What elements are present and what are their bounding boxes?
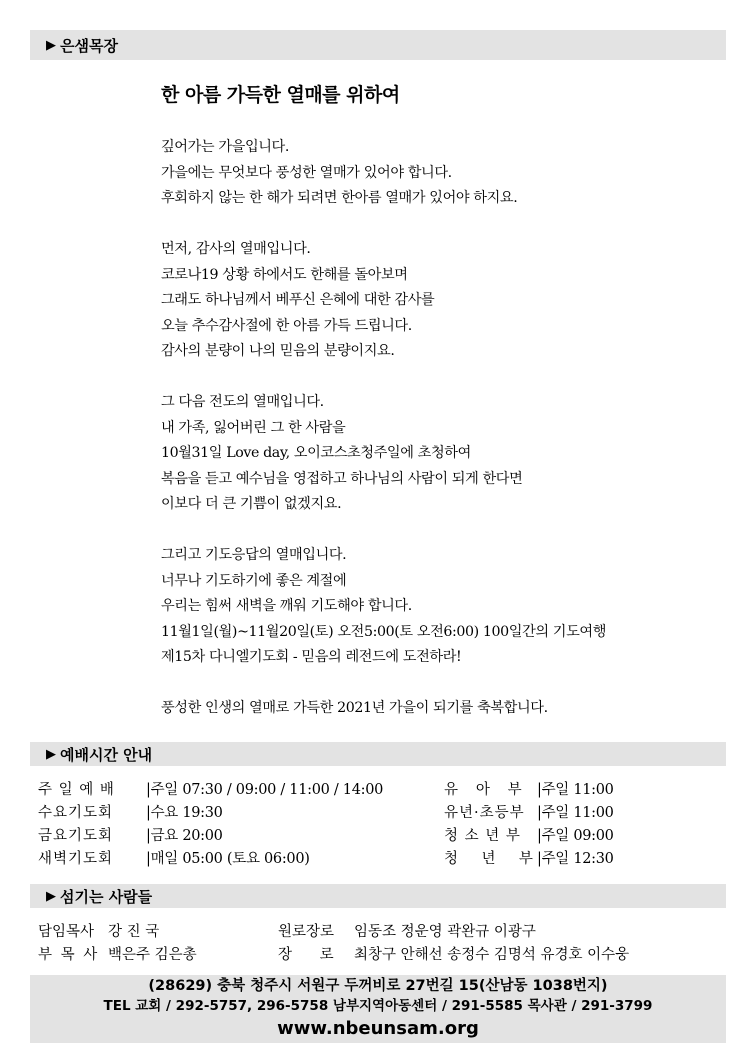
article-line: 10월31일 Love day, 오이코스초청주일에 초청하여 [161, 445, 471, 461]
article-line: 깊어가는 가을입니다. [161, 139, 289, 155]
worship-time: 금요 20:00 [150, 828, 223, 844]
worship-row: 수요기도회 |수요 19:30 [38, 802, 383, 825]
section-header-label: 은샘목장 [60, 36, 118, 55]
article-line: 제15차 다니엘기도회 - 믿음의 레전드에 도전하라! [161, 649, 462, 665]
section-header-label: 섬기는 사람들 [60, 887, 153, 906]
worship-label: 새벽기도회 [38, 851, 114, 867]
article-line: 후회하지 않는 한 해가 되려면 한아름 열매가 있어야 하지요. [161, 190, 518, 206]
elder-names: 최창구 안해선 송정수 김명석 유경호 이수웅 [354, 947, 630, 963]
senior-pastor-name: 강 진 국 [108, 924, 160, 940]
article-line: 우리는 힘써 새벽을 깨워 기도해야 합니다. [161, 598, 412, 614]
article-line: 그리고 기도응답의 열매입니다. [161, 547, 347, 563]
article-line: 풍성한 인생의 열매로 가득한 2021년 가을이 되기를 축복합니다. [161, 700, 548, 716]
worship-times-right [444, 779, 614, 871]
footer-phones: TEL 교회 / 292-5757, 296-5758 남부지역아동센터 / 291-5585 목사관 / 291-3799 [103, 998, 653, 1014]
article-line: 감사의 분량이 나의 믿음의 분량이지요. [161, 343, 395, 359]
worship-time: 주일 12:30 [541, 851, 614, 867]
associate-pastor-names: 백은주 김은총 [108, 947, 197, 963]
triangle-bullet-icon: ▶ [46, 746, 56, 762]
article-line: 가을에는 무엇보다 풍성한 열매가 있어야 합니다. [161, 164, 452, 181]
associate-pastor-label: 부 목 사 [38, 947, 100, 963]
worship-label: 청 소 년 부 [444, 828, 521, 844]
triangle-bullet-icon: ▶ [46, 888, 56, 904]
worship-time: 주일 11:00 [541, 805, 614, 821]
worship-time: 주일 09:00 [541, 828, 614, 844]
elder-emeritus-label: 원로장로 [278, 924, 335, 940]
footer-contact [30, 975, 726, 1043]
footer-address: (28629) 충북 청주시 서원구 두꺼비로 27번길 15(산남동 1038번지) [148, 978, 608, 994]
triangle-bullet-icon: ▶ [46, 37, 56, 53]
section-header-pastor [30, 30, 726, 60]
article-line: 코로나19 상황 하에서도 한해를 돌아보며 [161, 266, 408, 283]
section-header-worship [30, 742, 726, 766]
worship-time: 수요 19:30 [150, 805, 223, 821]
worship-label: 금요기도회 [38, 828, 114, 844]
elder-label: 장 로 [278, 947, 334, 963]
article-line: 복음을 듣고 예수님을 영접하고 하나님의 사람이 되게 한다면 [161, 470, 523, 487]
worship-row: 유 아 부 |주일 11:00 [444, 779, 614, 802]
section-header-people [30, 884, 726, 908]
elder-emeritus-names: 임동조 정운영 곽완규 이광구 [354, 924, 536, 940]
article-line: 이보다 더 큰 기쁨이 없겠지요. [161, 496, 342, 512]
staff-left [38, 921, 197, 967]
worship-label: 청 년 부 [444, 851, 534, 867]
worship-times-left [38, 779, 383, 871]
worship-time: 주일 07:30 / 09:00 / 11:00 / 14:00 [150, 782, 384, 798]
staff-right [278, 921, 629, 967]
worship-row: 청 년 부 |주일 12:30 [444, 848, 614, 871]
article-line: 너무나 기도하기에 좋은 계절에 [161, 572, 347, 589]
article-line: 오늘 추수감사절에 한 아름 가득 드립니다. [161, 317, 412, 334]
article-title: 한 아름 가득한 열매를 위하여 [161, 84, 400, 106]
senior-pastor-label: 담임목사 [38, 924, 95, 940]
worship-label: 유 아 부 [444, 782, 523, 798]
worship-time: 매일 05:00 (토요 06:00) [150, 851, 310, 867]
article-line: 내 가족, 잃어버린 그 한 사람을 [161, 419, 346, 436]
worship-label: 주 일 예 배 [38, 782, 115, 798]
worship-row: 주 일 예 배 |주일 07:30 / 09:00 / 11:00 / 14:00 [38, 779, 383, 802]
article-line: 그래도 하나님께서 베푸신 은혜에 대한 감사를 [161, 292, 435, 308]
section-header-label: 예배시간 안내 [60, 745, 153, 764]
footer-website-link[interactable]: www.nbeunsam.org [277, 1018, 479, 1039]
article-line: 그 다음 전도의 열매입니다. [161, 394, 324, 410]
worship-row: 유년·초등부 |주일 11:00 [444, 802, 614, 825]
worship-label: 수요기도회 [38, 805, 114, 821]
article-line: 먼저, 감사의 열매입니다. [161, 241, 311, 257]
worship-row: 청 소 년 부 |주일 09:00 [444, 825, 614, 848]
worship-row: 새벽기도회 |매일 05:00 (토요 06:00) [38, 848, 383, 871]
worship-label: 유년·초등부 [444, 805, 525, 821]
worship-time: 주일 11:00 [541, 782, 614, 798]
article-line: 11월1일(월)~11월20일(토) 오전5:00(토 오전6:00) 100일간의 기도여행 [161, 623, 607, 640]
article-body [161, 135, 701, 722]
worship-row: 금요기도회 |금요 20:00 [38, 825, 383, 848]
